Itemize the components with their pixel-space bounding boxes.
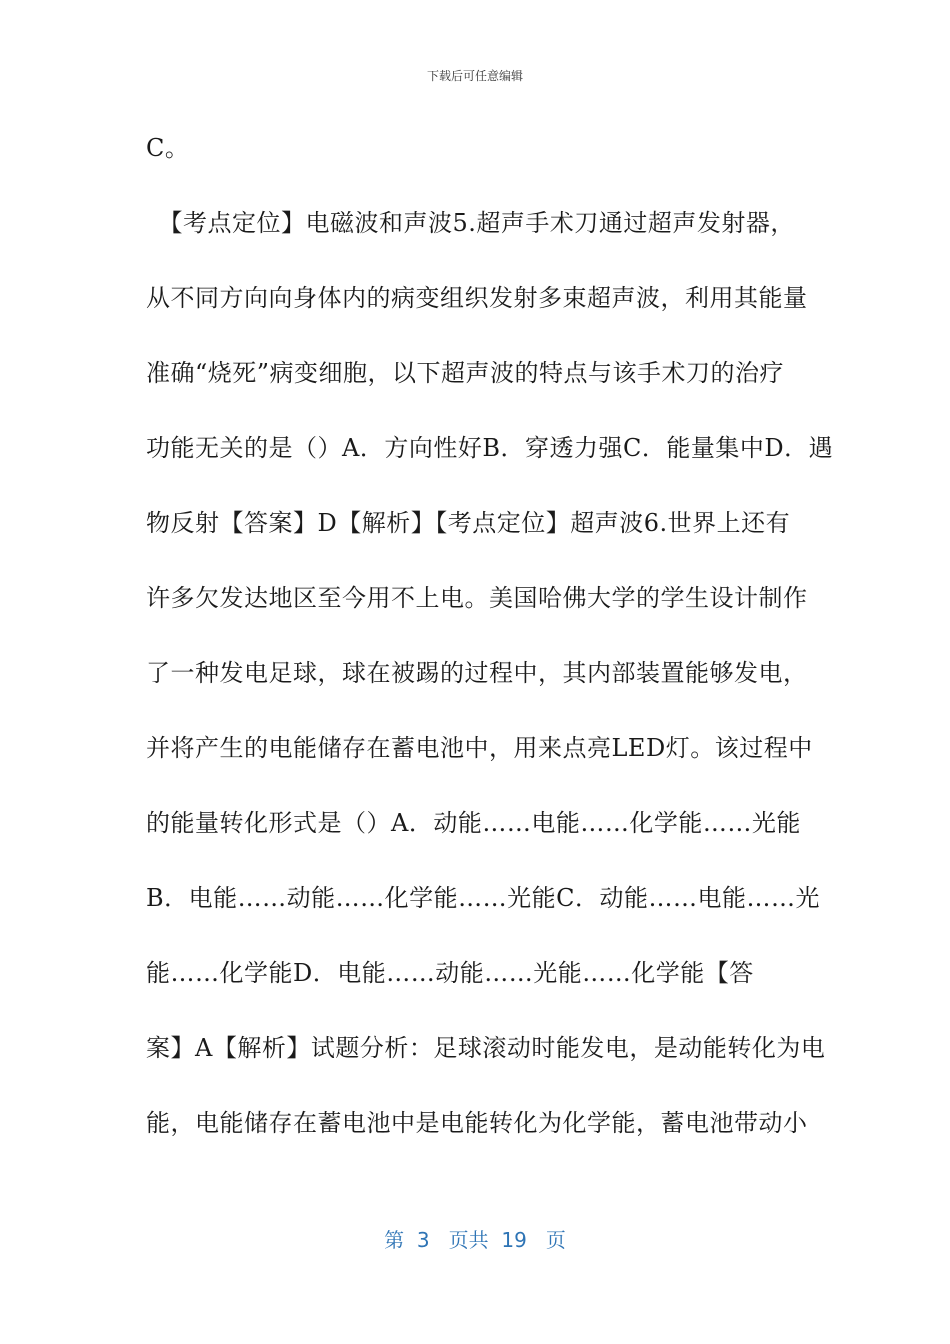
- footer-middle: 页共: [448, 1228, 489, 1252]
- text-line-11: B．电能……动能……化学能……光能C．动能……电能……光: [146, 884, 820, 912]
- text-line-9: 并将产生的电能储存在蓄电池中，用来点亮LED灯。该过程中: [146, 734, 813, 762]
- text-line-13: 案】A【解析】试题分析：足球滚动时能发电，是动能转化为电: [146, 1034, 826, 1062]
- text-line-4: 准确“烧死”病变细胞，以下超声波的特点与该手术刀的治疗: [146, 359, 785, 387]
- footer-prefix: 第: [384, 1228, 405, 1252]
- text-line-10: 的能量转化形式是（）A．动能……电能……化学能……光能: [146, 809, 801, 837]
- text-line-14: 能，电能储存在蓄电池中是电能转化为化学能，蓄电池带动小: [146, 1109, 808, 1137]
- document-body: [146, 126, 834, 1176]
- text-line-7: 许多欠发达地区至今用不上电。美国哈佛大学的学生设计制作: [146, 584, 808, 612]
- text-line-2: 【考点定位】电磁波和声波5.超声手术刀通过超声发射器，: [146, 209, 795, 237]
- text-line-12: 能……化学能D．电能……动能……光能……化学能【答: [146, 959, 754, 987]
- text-line-8: 了一种发电足球，球在被踢的过程中，其内部装置能够发电，: [146, 659, 808, 687]
- text-line-3: 从不同方向向身体内的病变组织发射多束超声波，利用其能量: [146, 284, 808, 312]
- footer-current-page: 3: [416, 1228, 430, 1252]
- text-line-1: C。: [146, 134, 190, 162]
- footer-total-pages: 19: [501, 1228, 527, 1252]
- text-line-6: 物反射【答案】D【解析】【考点定位】超声波6.世界上还有: [146, 509, 791, 537]
- footer-suffix: 页: [545, 1228, 566, 1252]
- text-line-5: 功能无关的是（）A．方向性好B．穿透力强C．能量集中D．遇: [146, 434, 834, 462]
- page-footer: [0, 1224, 950, 1253]
- page-header: 下载后可任意编辑: [426, 69, 523, 83]
